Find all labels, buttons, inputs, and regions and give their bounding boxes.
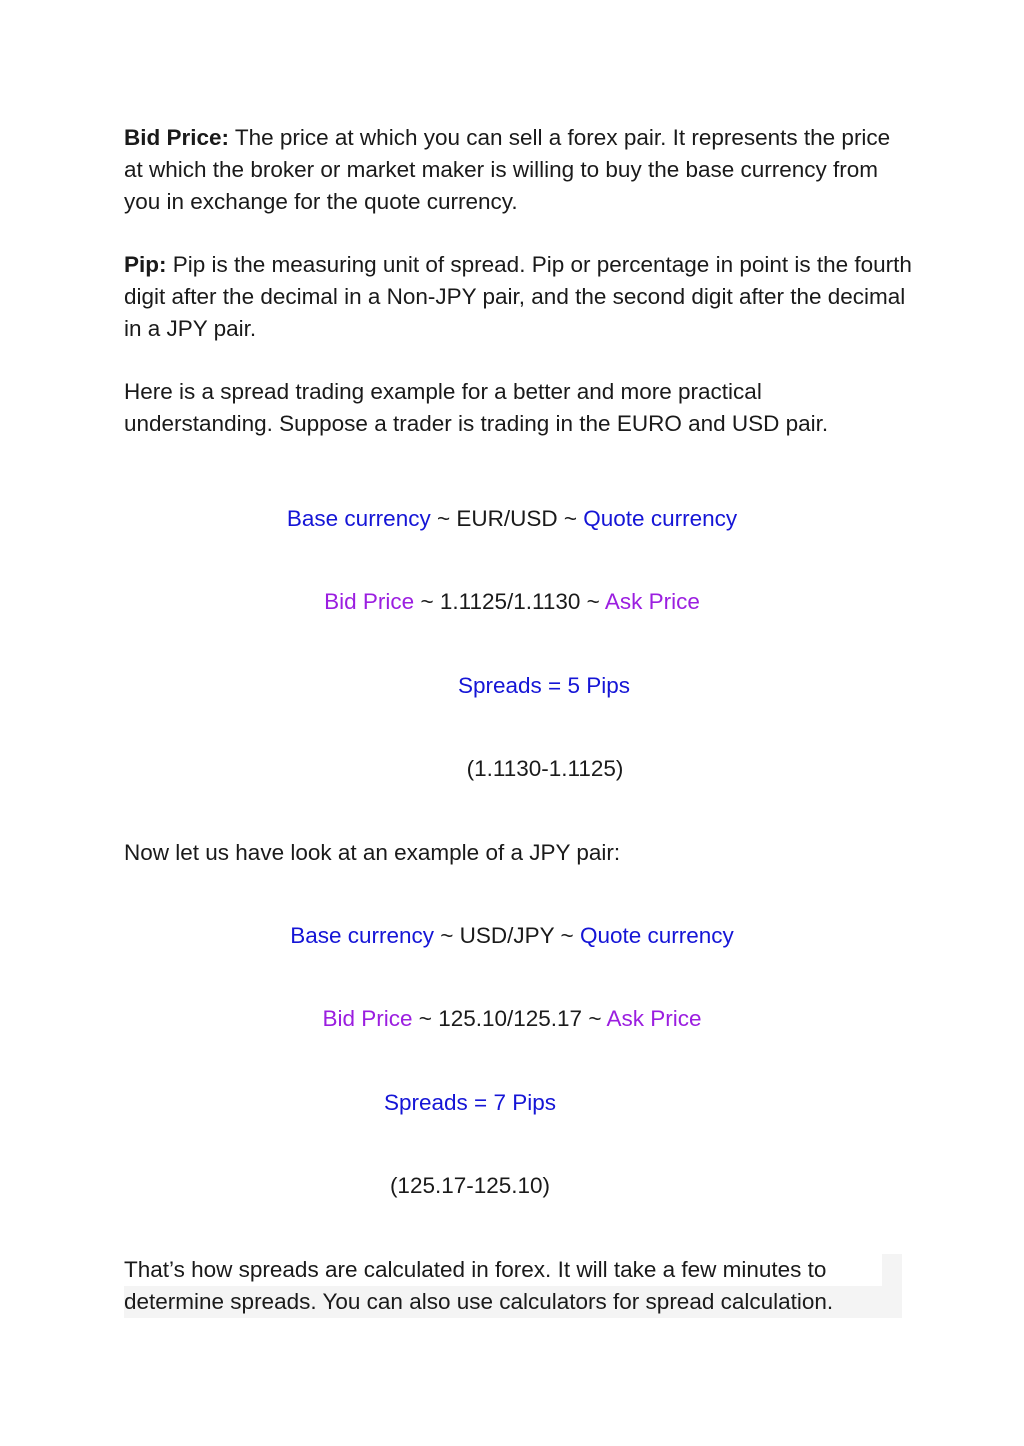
eur-price-separator-2: ~ [580, 589, 605, 614]
jpy-currency-line [0, 920, 1024, 952]
jpy-intro-paragraph: Now let us have look at an example of a JPY pair: [124, 840, 621, 865]
closing-line-1: That’s how spreads are calculated in forex. It will take a few minutes to [124, 1254, 882, 1286]
bid-price-text: The price at which you can sell a forex pair. It represents the price at which the broker or market maker is willing to buy the base currency from you in exchange for the quote currency. [124, 125, 891, 214]
jpy-quote-currency-label: Quote currency [579, 923, 734, 948]
jpy-spread-formula: (125.17-125.10) [389, 1173, 551, 1198]
eur-separator-1: ~ [430, 506, 457, 531]
jpy-bid-price-label: Bid Price [322, 1006, 413, 1031]
jpy-spread-line: Spreads = 7 Pips [384, 1090, 556, 1115]
eur-bid-price-label: Bid Price [324, 589, 415, 614]
bid-price-term: Bid Price: [124, 125, 230, 150]
bid-price-definition [124, 122, 914, 218]
eur-prices: 1.1125/1.1130 [439, 589, 581, 614]
jpy-price-line [0, 1003, 1024, 1035]
pip-term: Pip: [124, 252, 167, 277]
jpy-separator-2: ~ [554, 923, 580, 948]
eur-spread-formula: (1.1130-1.1125) [466, 756, 624, 781]
jpy-base-currency-label: Base currency [290, 923, 435, 948]
eur-base-currency-label: Base currency [286, 506, 431, 531]
pip-text: Pip is the measuring unit of spread. Pip or percentage in point is the fourth digit after the decimal in a Non-JPY pair, and the second digit after the decimal in a JPY pair. [124, 252, 912, 341]
pip-definition [124, 249, 914, 345]
eur-spread-line: Spreads = 5 Pips [458, 673, 630, 698]
eur-price-line [0, 586, 1024, 618]
eur-ask-price-label: Ask Price [604, 589, 700, 614]
jpy-pair: USD/JPY [459, 923, 555, 948]
eur-price-separator-1: ~ [414, 589, 440, 614]
closing-paragraph [124, 1254, 902, 1318]
closing-line-2: determine spreads. You can also use calculators for spread calculation. [124, 1289, 834, 1314]
jpy-price-separator-1: ~ [412, 1006, 439, 1031]
eur-pair: EUR/USD [456, 506, 558, 531]
jpy-ask-price-label: Ask Price [606, 1006, 702, 1031]
jpy-separator-1: ~ [434, 923, 460, 948]
eur-separator-2: ~ [557, 506, 584, 531]
eur-quote-currency-label: Quote currency [583, 506, 738, 531]
example-intro-paragraph: Here is a spread trading example for a better and more practical understanding. Suppose a trader is trading in the EURO and USD pair. [124, 379, 829, 436]
eur-currency-line [0, 503, 1024, 535]
jpy-prices: 125.10/125.17 [438, 1006, 583, 1031]
jpy-price-separator-2: ~ [582, 1006, 607, 1031]
